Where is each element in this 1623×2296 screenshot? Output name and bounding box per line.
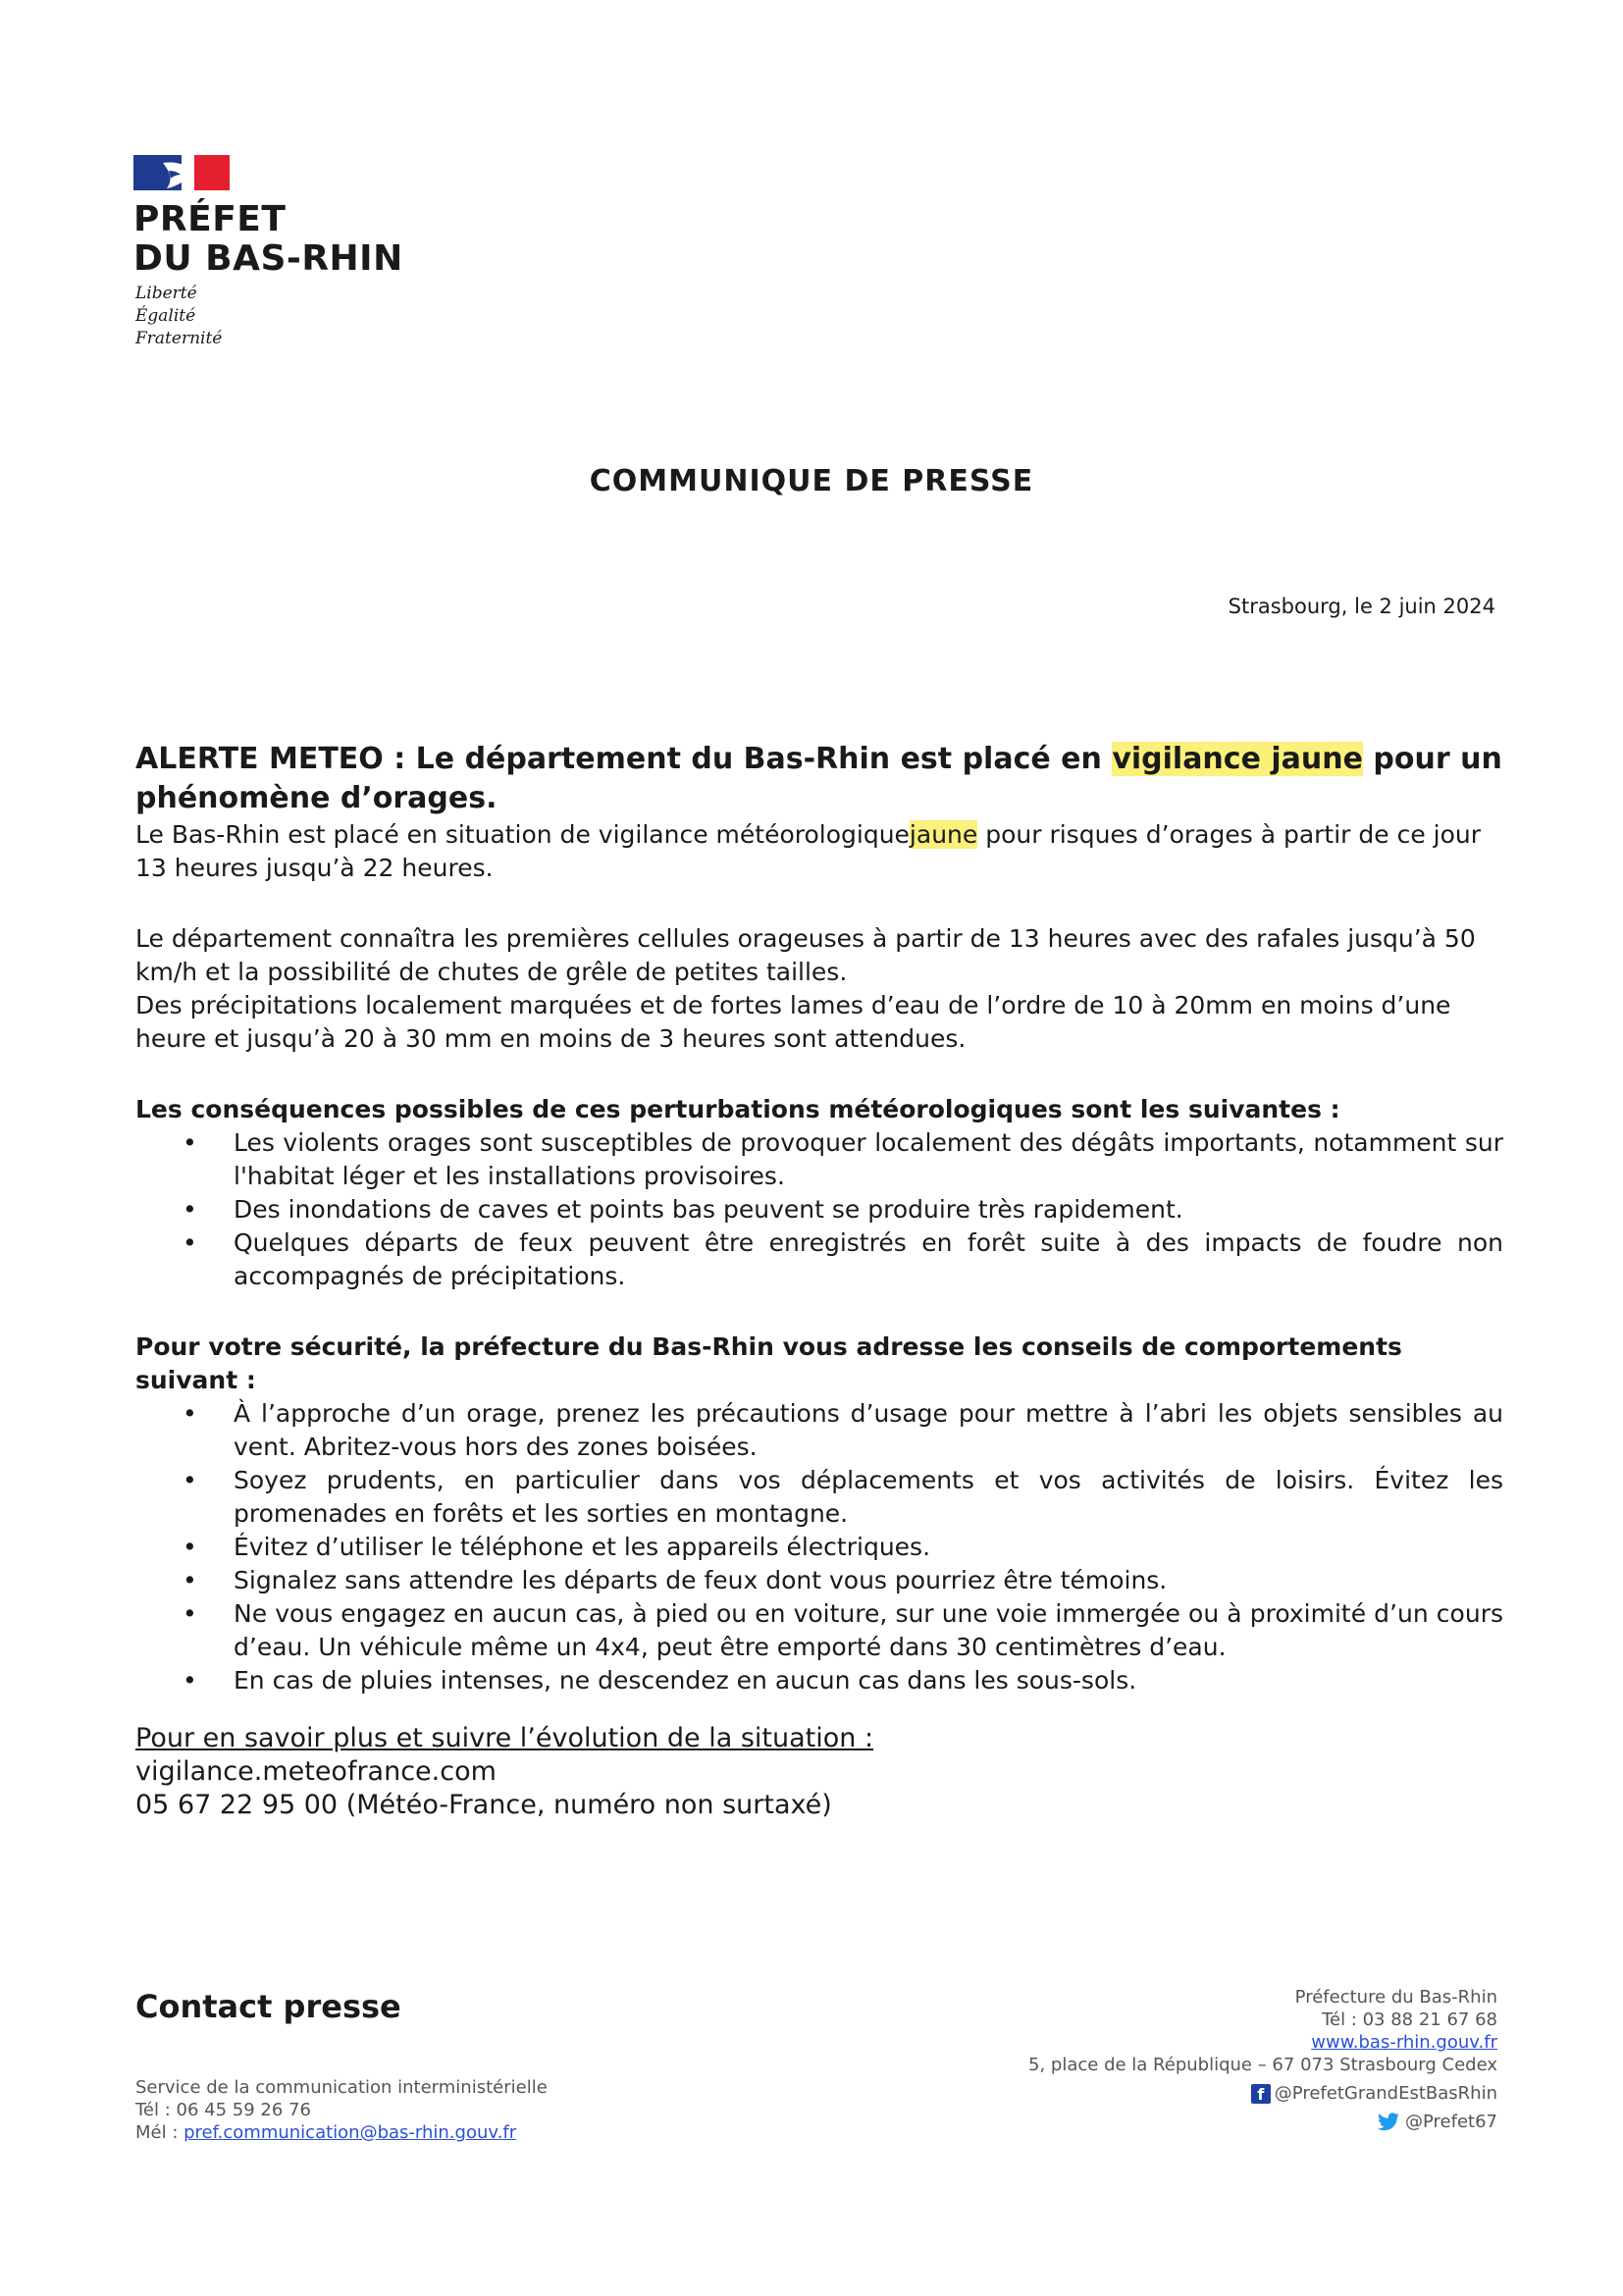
consequences-list	[135, 1126, 1503, 1293]
jaune-highlight: jaune	[909, 820, 978, 849]
vigilance-highlight: vigilance jaune	[1112, 742, 1363, 776]
list-item: • Des inondations de caves et points bas peuvent se produire très rapidement.	[135, 1193, 1503, 1226]
service-email-link[interactable]: pref.communication@bas-rhin.gouv.fr	[183, 2122, 517, 2143]
paragraph-storm-cells: Le département connaîtra les premières cellules orageuses à partir de 13 heures avec des rafales jusqu’à 50 km/h et la possibilité de chutes de grêle de petites tailles.	[135, 924, 1476, 986]
list-item: • Évitez d’utiliser le téléphone et les appareils électriques.	[135, 1531, 1503, 1564]
list-item: • Quelques départs de feux peuvent être enregistrés en forêt suite à des impacts de foudre non accompagnés de précipitations.	[135, 1226, 1503, 1293]
meteo-site-link[interactable]: vigilance.meteofrance.com	[135, 1756, 497, 1787]
prefecture-address: 5, place de la République – 67 073 Strasbourg Cedex	[1028, 2055, 1497, 2075]
list-item: • À l’approche d’un orage, prenez les précautions d’usage pour mettre à l’abri les objets sensibles au vent. Abritez-vous hors des zones boisées.	[135, 1397, 1503, 1464]
list-item: • Ne vous engagez en aucun cas, à pied ou en voiture, sur une voie immergée ou à proximité d’un cours d’eau. Un véhicule même un 4x4, peut être emporté dans 30 centimètres d’eau.	[135, 1597, 1503, 1664]
prefecture-details	[1028, 1986, 1497, 2133]
list-item: • En cas de pluies intenses, ne descendez en aucun cas dans les sous-sols.	[135, 1664, 1503, 1697]
paragraph-precipitation: Des précipitations localement marquées et de fortes lames d’eau de l’ordre de 10 à 20mm en moins d’une heure et jusqu’à 20 à 30 mm en moins de 3 heures sont attendues.	[135, 991, 1451, 1053]
facebook-icon: f	[1251, 2084, 1271, 2104]
republic-motto	[135, 283, 222, 350]
prefecture-name: Préfecture du Bas-Rhin	[1294, 1987, 1497, 2008]
motto-fraternite: Fraternité	[135, 329, 223, 348]
advice-heading: Pour votre sécurité, la préfecture du Bas-Rhin vous adresse les conseils de comportements suivant :	[135, 1332, 1402, 1394]
motto-liberte: Liberté	[135, 284, 197, 303]
more-info-heading: Pour en savoir plus et suivre l’évolution de la situation :	[135, 1723, 874, 1753]
press-release-body	[135, 740, 1503, 1697]
service-phone: Tél : 06 45 59 26 76	[135, 2100, 311, 2120]
list-item: • Les violents orages sont susceptibles de provoquer localement des dégâts importants, notamment sur l'habitat léger et les installations provisoires.	[135, 1126, 1503, 1193]
advice-list	[135, 1397, 1503, 1697]
place-date: Strasbourg, le 2 juin 2024	[1228, 595, 1495, 618]
consequences-heading: Les conséquences possibles de ces perturbations météorologiques sont les suivantes :	[135, 1095, 1340, 1123]
press-contact-details	[135, 2076, 548, 2144]
prefet-title	[133, 200, 403, 279]
prefet-title-line1: PRÉFET	[133, 199, 287, 239]
list-item: • Soyez prudents, en particulier dans vos déplacements et vos activités de loisirs. Évitez les promenades en forêts et les sorties en montagne.	[135, 1464, 1503, 1531]
service-name: Service de la communication interministérielle	[135, 2077, 548, 2098]
alert-intro	[135, 818, 1503, 885]
alert-headline	[135, 740, 1503, 818]
facebook-handle[interactable]: @PrefetGrandEstBasRhin	[1274, 2083, 1497, 2104]
more-info-block	[135, 1722, 873, 1822]
marianne-logo	[133, 155, 230, 190]
alert-headline-text: ALERTE METEO : Le département du Bas-Rhin est placé en	[135, 742, 1113, 776]
alert-intro-text-end: pour risques d’orages à partir de ce jour 13 heures jusqu’à 22 heures.	[135, 820, 1482, 882]
facebook-row[interactable]	[1028, 2082, 1497, 2105]
service-email-row	[135, 2121, 548, 2144]
prefecture-phone: Tél : 03 88 21 67 68	[1322, 2009, 1497, 2030]
prefet-title-line2: DU BAS-RHIN	[133, 238, 403, 279]
contact-heading: Contact presse	[135, 1988, 401, 2025]
motto-egalite: Égalité	[135, 306, 196, 326]
email-label: Mél :	[135, 2122, 184, 2143]
prefecture-website-link[interactable]: www.bas-rhin.gouv.fr	[1311, 2032, 1497, 2053]
meteo-phone: 05 67 22 95 00 (Météo-France, numéro non surtaxé)	[135, 1790, 832, 1820]
twitter-row[interactable]	[1028, 2111, 1497, 2133]
list-item: • Signalez sans attendre les départs de feux dont vous pourriez être témoins.	[135, 1564, 1503, 1597]
alert-intro-text: Le Bas-Rhin est placé en situation de vigilance météorologique	[135, 820, 910, 849]
twitter-handle[interactable]: @Prefet67	[1405, 2112, 1497, 2132]
document-title: COMMUNIQUE DE PRESSE	[589, 464, 1034, 498]
twitter-icon	[1376, 2113, 1401, 2132]
alert-headline-text-end: pour un phénomène d’orages.	[135, 742, 1502, 815]
